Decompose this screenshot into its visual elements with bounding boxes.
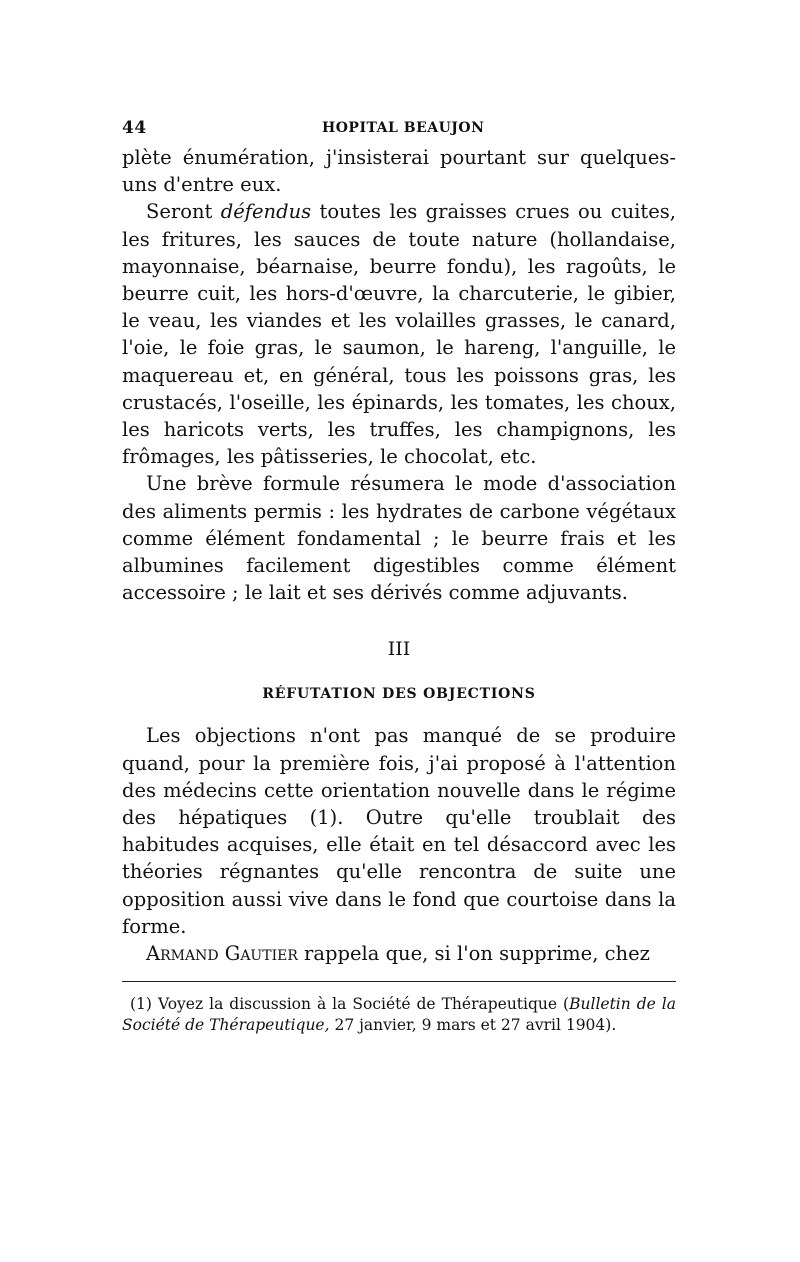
footnote-italic-title: Bulletin de la Société de Thérapeutique, <box>122 995 676 1035</box>
paragraph-formula: Une brève formule résumera le mode d'association des aliments permis : les hydrates de carbone végétaux comme élément fondamental ; le beurre frais et les albumines facilement digestibles comme élément accessoire ; le lait et ses dérivés comme adjuvants. <box>122 472 676 605</box>
paragraph-continuation: plète énumération, j'insisterai pourtant sur quelques-uns d'entre eux. <box>122 146 676 197</box>
page-number: 44 <box>122 118 147 138</box>
running-head <box>122 118 676 144</box>
book-page <box>122 118 676 1036</box>
paragraph-forbidden-foods <box>122 198 676 470</box>
footnote-text: 27 janvier, 9 mars et 27 avril 1904). <box>329 1016 617 1035</box>
running-head-title: HOPITAL BEAUJON <box>322 120 485 136</box>
paragraph-gautier <box>122 940 676 967</box>
footnote <box>122 994 676 1036</box>
footnote-text: (1) Voyez la discussion à la Société de Thérapeutique ( <box>130 995 570 1014</box>
paragraph-text: toutes les graisses crues ou cuites, les fritures, les sauces de toute nature (hollandaise, mayonnaise, béarnaise, beurre fondu), les ragoûts, le beurre cuit, les hors-d'œuvre, la charcuterie, le gibier, le veau, les viandes et les volailles grasses, le canard, l'oie, le foie gras, le saumon, le hareng, l'anguille, le maquereau et, en général, tous les poissons gras, les crustacés, l'oseille, les épinards, les tomates, les choux, les haricots verts, les truffes, les champignons, les frômages, les pâtisseries, le chocolat, etc. <box>122 200 677 469</box>
italic-word-defendus: défendus <box>220 200 312 224</box>
author-name: Armand Gautier <box>146 942 298 966</box>
footnote-divider <box>122 981 676 982</box>
paragraph-text: Seront <box>146 200 221 224</box>
body-text <box>122 144 676 967</box>
paragraph-objections: Les objections n'ont pas manqué de se produire quand, pour la première fois, j'ai proposé à l'attention des médecins cette orientation nouvelle dans le régime des hépatiques (1). Outre qu'elle troublait des habitudes acquises, elle était en tel désaccord avec les théories régnantes qu'elle rencontra de suite une opposition aussi vive dans le fond que courtoise dans la forme. <box>122 724 676 938</box>
section-title: RÉFUTATION DES OBJECTIONS <box>262 686 536 703</box>
paragraph-text: rappela que, si l'on supprime, chez <box>297 942 650 966</box>
section-number: III <box>387 638 411 661</box>
